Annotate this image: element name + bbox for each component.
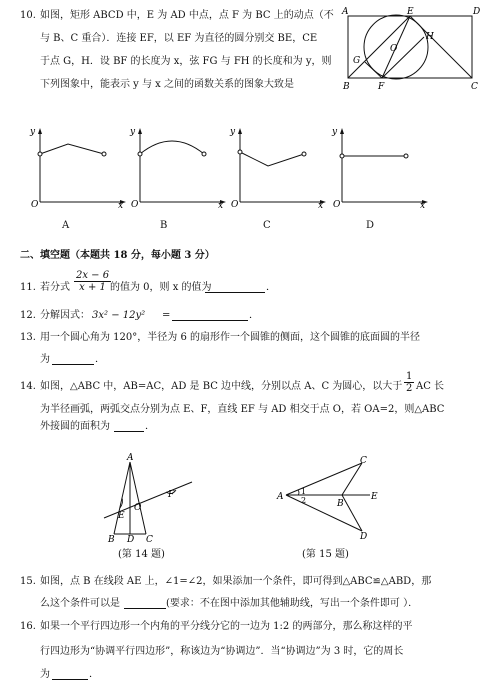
rectangle-abcd (348, 16, 472, 78)
graph-c-origin: O (231, 200, 239, 208)
graph-b-xlabel: x (218, 201, 224, 208)
label-a: A (277, 492, 284, 502)
q14-answer-blank[interactable] (114, 421, 144, 432)
choice-c: C (263, 220, 271, 231)
section-title: 二、填空题（本题共 18 分，每小题 3 分） (20, 250, 215, 261)
label-a: A (342, 7, 349, 17)
graph-a-origin: O (31, 200, 39, 208)
q14-half-fraction (404, 371, 414, 394)
segment-bc (342, 463, 362, 495)
label-c: C (146, 535, 153, 544)
graph-c-ylabel: y (230, 127, 236, 137)
label-f: F (378, 82, 385, 92)
q15-caption: (第 15 题) (302, 549, 349, 560)
label-d: D (127, 535, 135, 544)
chord-fh (382, 37, 424, 78)
graph-d-xlabel: x (420, 201, 426, 208)
label-b: B (343, 82, 350, 92)
graph-c-curve (240, 152, 304, 166)
q10-rectangle-figure (340, 6, 480, 94)
q11-post: 的值为 0，则 x 的值为 (110, 282, 212, 293)
q13-number: 13. (20, 332, 36, 343)
q12-pre: 分解因式： (40, 310, 90, 321)
label-b: B (108, 535, 115, 544)
q10-graph-a (28, 124, 128, 208)
q16-line1: 如果一个平行四边形一个内角的平分线分它的一边为 1:2 的两部分，那么称这样的平 (40, 621, 413, 632)
q10-line2: 与 B、C 重合）．连接 EF，以 EF 为直径的圆分别交 BE，CE (40, 33, 318, 44)
q11-answer-blank[interactable] (205, 282, 265, 293)
label-d: D (473, 7, 480, 17)
q13-line1: 用一个圆心角为 120°，半径为 6 的扇形作一个圆锥的侧面，这个圆锥的底面圆的半径 (40, 332, 420, 343)
q10-graph-d (330, 124, 430, 208)
q10-graph-b (128, 124, 228, 208)
q14-period: ． (145, 421, 155, 432)
q11-numerator: 2x − 6 (76, 270, 110, 281)
q15-line2-pre: 么这个条件可以是 (40, 598, 120, 609)
label-o: O (390, 44, 398, 54)
label-c: C (471, 82, 478, 92)
label-angle-2: 2 (301, 496, 307, 505)
graph-b-origin: O (131, 200, 139, 208)
q14-caption: (第 14 题) (118, 549, 165, 560)
label-angle-1: 1 (301, 487, 307, 496)
graph-d-ylabel: y (332, 127, 338, 137)
segment-be (348, 16, 410, 78)
choice-b: B (160, 220, 168, 231)
q12-number: 12. (20, 310, 36, 321)
segment-bd (342, 495, 362, 531)
q12-equals: = (162, 310, 171, 321)
q16-line2: 行四边形为“协调平行四边形”，称该边为“协调边”．当“协调边”为 3 时，它的周长 (40, 646, 404, 657)
q16-number: 16. (20, 621, 36, 632)
graph-b-ylabel: y (130, 127, 136, 137)
q16-period: ． (89, 669, 99, 680)
graph-c-xlabel: x (318, 201, 324, 208)
label-e: E (118, 511, 125, 521)
q16-line3: 为 (40, 669, 50, 680)
label-c: C (360, 456, 367, 466)
q15-figure (270, 455, 390, 539)
q13-period: ． (95, 354, 105, 365)
label-e: E (407, 7, 414, 17)
q11-pre: 若分式 (40, 282, 70, 293)
q15-line2-post: (要求：不在图中添加其他辅助线，写出一个条件即可 ）． (166, 598, 419, 609)
label-f: F (168, 490, 175, 500)
q10-graph-c (228, 124, 328, 208)
q14-line1-pre: 如图，△ABC 中，AB=AC，AD 是 BC 边中线，分别以点 A、C 为圆心，以大于 (40, 381, 403, 392)
q13-answer-blank[interactable] (52, 354, 94, 365)
label-b: B (337, 499, 344, 509)
q15-answer-blank[interactable] (124, 598, 166, 609)
label-g: G (353, 56, 361, 66)
q11-denominator: x + 1 (79, 282, 106, 293)
graph-a-xlabel: x (118, 201, 124, 208)
label-h: H (426, 32, 434, 42)
q14-line1-post: AC 长 (416, 381, 445, 392)
q14-triangle-figure (100, 452, 200, 544)
q12-period: ． (249, 310, 259, 321)
q13-line2: 为 (40, 354, 50, 365)
q14-half-denominator: 2 (406, 383, 413, 394)
label-o: O (134, 503, 142, 513)
q15-line1: 如图，点 B 在线段 AE 上，∠1=∠2，如果添加一个条件，即可得到△ABC≌△ABD，那 (40, 576, 432, 587)
q11-number: 11. (20, 282, 36, 293)
q14-number: 14. (20, 381, 36, 392)
segment-ad (286, 495, 362, 531)
q10-number: 10. (20, 10, 36, 21)
graph-a-ylabel: y (30, 127, 36, 137)
q15-number: 15. (20, 576, 36, 587)
q14-half-numerator: 1 (406, 371, 413, 382)
q14-line3: 外接圆的面积为 (40, 421, 110, 432)
q16-answer-blank[interactable] (52, 669, 88, 680)
segment-ac (130, 462, 146, 534)
q11-period: ． (266, 282, 276, 293)
q14-line2: 为半径画弧，两弧交点分别为点 E、F，直线 EF 与 AD 相交于点 O，若 OA=2，则△ABC (40, 404, 445, 415)
graph-b-curve (140, 141, 204, 154)
q12-answer-blank[interactable] (172, 310, 248, 321)
graph-d-origin: O (333, 200, 341, 208)
q10-line4: 下列图象中，能表示 y 与 x 之间的函数关系的图象大致是 (40, 79, 295, 90)
choice-a: A (62, 220, 70, 231)
choice-d: D (366, 220, 375, 231)
label-a: A (127, 453, 134, 463)
q12-expression: 3x² − 12y² (92, 310, 146, 321)
label-e: E (371, 492, 378, 502)
q10-line1: 如图，矩形 ABCD 中，E 为 AD 中点，点 F 为 BC 上的动点（不 (40, 10, 334, 21)
q11-fraction (74, 270, 111, 293)
segment-ac (286, 463, 362, 495)
q10-line3: 于点 G，H．设 BF 的长度为 x，弦 FG 与 FH 的长度和为 y，则 (40, 56, 332, 67)
chord-fg (365, 62, 382, 78)
label-d: D (360, 532, 368, 539)
graph-a-curve (40, 144, 104, 154)
